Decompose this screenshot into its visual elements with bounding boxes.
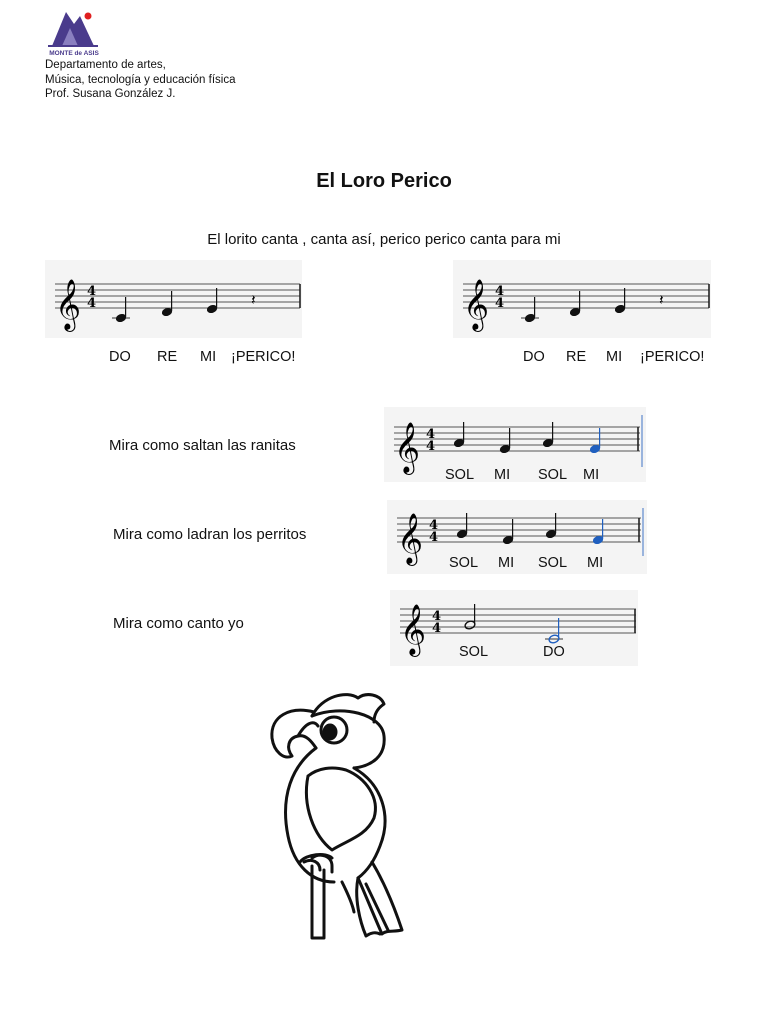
time-signature-top: 4 [426,427,436,442]
quarter-note [499,428,511,454]
quarter-note [456,513,468,539]
solfege-label: DO [543,644,565,660]
solfege-label: MI [200,349,217,365]
lyric-line: El lorito canta , canta así, perico perico canta para mi [207,231,561,248]
verse-text: Mira como ladran los perritos [113,526,307,543]
staff-svg [384,407,646,482]
treble-clef-icon: 𝄞 [463,279,490,330]
staff-svg [390,590,638,666]
half-note [464,604,476,630]
solfege-label: MI [587,555,604,571]
solfege-label: MI [583,467,600,483]
school-logo [44,8,104,58]
solfege-label: ¡PERICO! [640,349,705,365]
music-staff [453,260,711,338]
quarter-note [569,291,581,317]
staff-svg [45,260,302,338]
quarter-note [589,428,601,454]
solfege-label: MI [606,349,623,365]
parrot-illustration [262,686,412,942]
quarter-note [592,519,604,545]
treble-clef-icon: 𝄞 [400,604,427,655]
solfege-label: SOL [538,555,568,571]
quarter-note [545,513,557,539]
solfege-label: ¡PERICO! [231,349,296,365]
music-staff [387,500,647,574]
quarter-rest-icon: 𝄽 [251,291,256,309]
time-signature-bottom: 4 [495,296,505,311]
time-signature-top: 4 [87,284,97,299]
quarter-note [542,422,554,448]
quarter-note [614,288,626,314]
quarter-note [453,422,465,448]
time-signature-bottom: 4 [429,530,439,545]
solfege-label: DO [523,349,545,365]
solfege-label: RE [566,349,587,365]
solfege-label: SOL [445,467,475,483]
solfege-label: SOL [538,467,568,483]
quarter-note [112,297,130,323]
quarter-note [502,519,514,545]
staff-svg [387,500,647,574]
header-line: Música, tecnología y educación física [45,73,236,86]
music-staff [390,590,638,666]
quarter-rest-icon: 𝄽 [659,291,664,309]
quarter-note [161,291,173,317]
verse-text: Mira como canto yo [113,615,244,632]
time-signature-top: 4 [429,518,439,533]
quarter-note [206,288,218,314]
time-signature-top: 4 [495,284,505,299]
verse-text: Mira como saltan las ranitas [109,437,296,454]
solfege-label: MI [498,555,515,571]
half-note [545,618,563,644]
page-title: El Loro Perico [316,170,452,192]
time-signature-bottom: 4 [87,296,97,311]
treble-clef-icon: 𝄞 [397,513,424,564]
quarter-note [521,297,539,323]
solfege-label: SOL [459,644,489,660]
header-line: Prof. Susana González J. [45,88,176,100]
music-staff [45,260,302,338]
time-signature-bottom: 4 [432,621,442,636]
time-signature-top: 4 [432,609,442,624]
treble-clef-icon: 𝄞 [394,422,421,473]
logo-text: MONTE de ASIS [49,50,99,57]
solfege-label: RE [157,349,178,365]
staff-svg [453,260,711,338]
time-signature-bottom: 4 [426,439,436,454]
solfege-label: SOL [449,555,479,571]
solfege-label: MI [494,467,511,483]
solfege-label: DO [109,349,131,365]
header-info [45,58,236,102]
treble-clef-icon: 𝄞 [55,279,82,330]
header-line: Departamento de artes, [45,59,166,71]
music-staff [384,407,646,482]
